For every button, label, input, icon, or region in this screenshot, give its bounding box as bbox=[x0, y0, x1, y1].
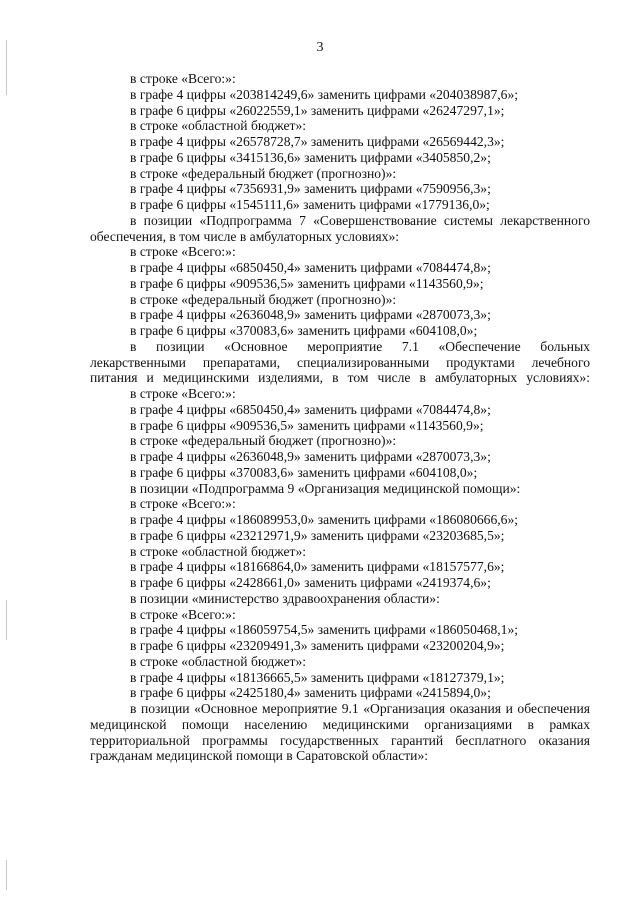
document-line: обеспечения, в том числе в амбулаторных условиях»: bbox=[90, 228, 400, 244]
document-line: в позиции «Подпрограмма 7 «Совершенствование системы лекарственного bbox=[130, 212, 590, 228]
document-line: в графе 4 цифры «18166864,0» заменить цифрами «18157577,6»; bbox=[130, 559, 505, 575]
document-line: в строке «Всего:»: bbox=[130, 71, 236, 86]
document-line: в графе 4 цифры «26578728,7» заменить цифрами «26569442,3»; bbox=[130, 134, 505, 149]
document-line: в графе 6 цифры «909536,5» заменить цифрами «1143560,9»; bbox=[130, 417, 484, 433]
document-line: в строке «Всего:»: bbox=[130, 244, 236, 260]
scan-margin-mark-middle bbox=[6, 600, 7, 640]
document-line: в графе 6 цифры «23212971,9» заменить цифрами «23203685,5»; bbox=[130, 527, 505, 543]
document-line: медицинской помощи населению медицинскими организациями в рамках bbox=[90, 716, 590, 732]
document-line: в графе 6 цифры «1545111,6» заменить цифрами «1779136,0»; bbox=[130, 197, 490, 212]
document-line: в графе 4 цифры «6850450,4» заменить цифрами «7084474,8»; bbox=[130, 401, 491, 417]
document-line: гражданам медицинской помощи в Саратовской области»: bbox=[90, 748, 429, 764]
document-line: в графе 6 цифры «23209491,3» заменить цифрами «23200204,9»; bbox=[130, 638, 505, 653]
document-line: в графе 4 цифры «203814249,6» заменить цифрами «204038987,6»; bbox=[130, 86, 519, 102]
document-line: в графе 4 цифры «186089953,0» заменить цифрами «186080666,6»; bbox=[130, 512, 519, 527]
page-number: 3 bbox=[316, 40, 324, 55]
document-line: в позиции «Основное мероприятие 9.1 «Организация оказания и обеспечения bbox=[130, 701, 590, 716]
document-line: в позиции «Подпрограмма 9 «Организация медицинской помощи»: bbox=[130, 480, 521, 496]
document-line: в графе 4 цифры «18136665,5» заменить цифрами «18127379,1»; bbox=[130, 669, 505, 685]
document-line: в графе 6 цифры «26022559,1» заменить цифрами «26247297,1»; bbox=[130, 102, 505, 118]
document-line: в строке «федеральный бюджет (прогнозно)»: bbox=[130, 291, 397, 307]
document-line: в позиции «министерство здравоохранения области»: bbox=[130, 590, 440, 606]
document-line: в строке «областной бюджет»: bbox=[130, 118, 307, 134]
document-line: в графе 4 цифры «186059754,5» заменить цифрами «186050468,1»; bbox=[130, 622, 519, 638]
document-line: в позиции «Основное мероприятие 7.1 «Обеспечение больных bbox=[130, 338, 590, 354]
document-line: в строке «Всего:»: bbox=[130, 386, 236, 401]
document-line: в графе 6 цифры «2428661,0» заменить цифрами «2419374,6»; bbox=[130, 575, 491, 590]
document-line: в графе 4 цифры «7356931,9» заменить цифрами «7590956,3»; bbox=[130, 181, 491, 197]
document-line: в строке «федеральный бюджет (прогнозно)»: bbox=[130, 165, 397, 181]
document-line: в строке «Всего:»: bbox=[130, 606, 236, 622]
document-line: в графе 4 цифры «6850450,4» заменить цифрами «7084474,8»; bbox=[130, 260, 491, 275]
document-line: территориальной программы государственных гарантий бесплатного оказания bbox=[90, 732, 590, 748]
document-line: лекарственными препаратами, специализированными продуктами лечебного bbox=[90, 354, 590, 370]
document-line: питания и медицинскими изделиями, в том числе в амбулаторных условиях»: bbox=[90, 370, 590, 386]
document-line: в графе 4 цифры «2636048,9» заменить цифрами «2870073,3»; bbox=[130, 307, 491, 323]
document-body bbox=[90, 71, 590, 764]
document-line: в графе 4 цифры «2636048,9» заменить цифрами «2870073,3»; bbox=[130, 449, 491, 464]
document-line: в графе 6 цифры «3415136,6» заменить цифрами «3405850,2»; bbox=[130, 149, 491, 165]
document-line: в строке «Всего:»: bbox=[130, 496, 236, 512]
scan-margin-mark-bottom bbox=[6, 860, 7, 890]
document-line: в строке «областной бюджет»: bbox=[130, 543, 307, 559]
document-line: в графе 6 цифры «909536,5» заменить цифрами «1143560,9»; bbox=[130, 275, 484, 291]
document-line: в графе 6 цифры «370083,6» заменить цифрами «604108,0»; bbox=[130, 323, 478, 338]
document-line: в строке «областной бюджет»: bbox=[130, 653, 307, 669]
document-line: в строке «федеральный бюджет (прогнозно)»: bbox=[130, 433, 397, 449]
document-line: в графе 6 цифры «370083,6» заменить цифрами «604108,0»; bbox=[130, 464, 478, 480]
document-line: в графе 6 цифры «2425180,4» заменить цифрами «2415894,0»; bbox=[130, 685, 491, 701]
